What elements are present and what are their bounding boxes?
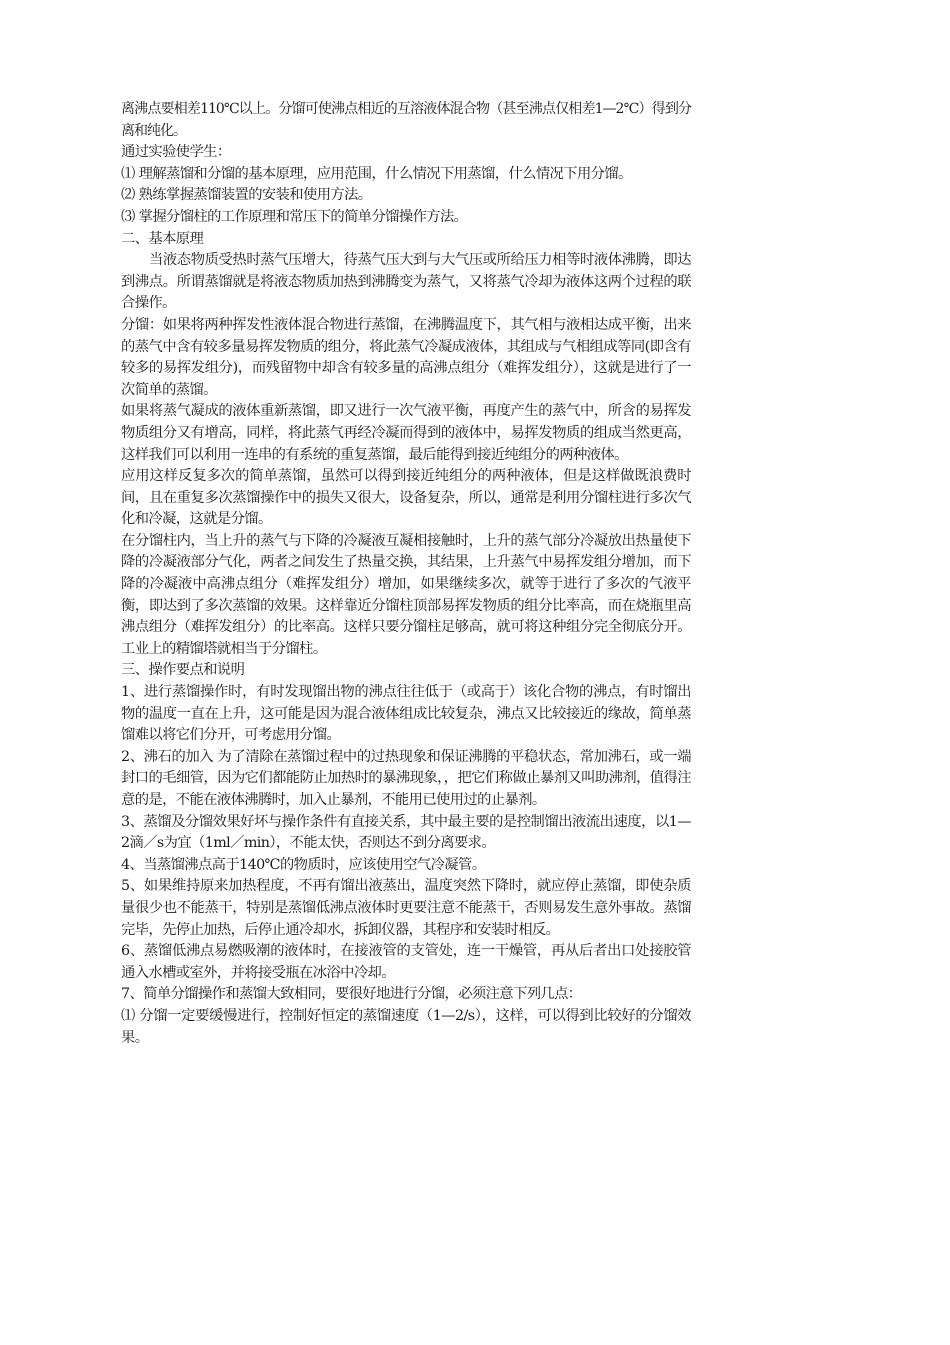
operation-item-4: 4、当蒸馏沸点高于140℃的物质时，应该使用空气冷凝管。	[121, 856, 486, 873]
operation-item-2: 2、沸石的加入 为了清除在蒸馏过程中的过热现象和保证沸腾的平稳状态，常加沸石，或一端封口的毛细管，因为它们都能防止加热时的暴沸现象，，把它们称做止暴剂又叫助沸剂，值得注意的是，不能在液体沸腾时，加入止暴剂，不能用已使用过的止暴剂。	[121, 748, 691, 808]
objectives-title: 通过实验使学生：	[121, 144, 231, 161]
principle-paragraph-1: 当液态物质受热时蒸气压增大，待蒸气压大到与大气压或所给压力相等时液体沸腾，即达到沸点。所谓蒸馏就是将液态物质加热到沸腾变为蒸气，又将蒸气冷却为液体这两个过程的联合操作。	[121, 252, 691, 312]
section-heading-operation: 三、操作要点和说明	[121, 662, 245, 679]
operation-item-3: 3、蒸馏及分馏效果好坏与操作条件有直接关系，其中最主要的是控制馏出液流出速度，以1—2滴／s为宜（1ml／min），不能太快，否则达不到分离要求。	[121, 813, 691, 852]
objective-item-3: ⑶ 掌握分馏柱的工作原理和常压下的简单分馏操作方法。	[121, 208, 468, 225]
operation-item-7: 7、简单分馏操作和蒸馏大致相同，要很好地进行分馏，必须注意下列几点：	[121, 986, 582, 1003]
objective-item-2: ⑵ 熟练掌握蒸馏装置的安装和使用方法。	[121, 187, 372, 204]
principle-paragraph-4: 应用这样反复多次的简单蒸馏，虽然可以得到接近纯组分的两种液体，但是这样做既浪费时间，且在重复多次蒸馏操作中的损失又很大，设备复杂，所以，通常是利用分馏柱进行多次气化和冷凝，这就是分馏。	[121, 468, 691, 528]
principle-paragraph-2: 分馏：如果将两种挥发性液体混合物进行蒸馏，在沸腾温度下，其气相与液相达成平衡，出来的蒸气中含有较多量易挥发物质的组分，将此蒸气冷凝成液体，其组成与气相组成等同(即含有较多的易挥发组分)，而残留物中却含有较多量的高沸点组分（难挥发组分），这就是进行了一次简单的蒸馏。	[121, 316, 691, 398]
operation-item-1: 1、进行蒸馏操作时，有时发现馏出物的沸点往往低于（或高于）该化合物的沸点，有时馏出物的温度一直在上升，这可能是因为混合液体组成比较复杂，沸点又比较接近的缘故，简单蒸馏难以将它们分开，可考虑用分馏。	[121, 684, 691, 744]
principle-paragraph-5: 在分馏柱内，当上升的蒸气与下降的冷凝液互凝相接触时，上升的蒸气部分冷凝放出热量使下降的冷凝液部分气化，两者之间发生了热量交换，其结果，上升蒸气中易挥发组分增加，而下降的冷凝液中高沸点组分（难挥发组分）增加，如果继续多次，就等于进行了多次的气液平衡，即达到了多次蒸馏的效果。这样靠近分馏柱顶部易挥发物质的组分比率高，而在烧瓶里高沸点组分（难挥发组分）的比率高。这样只要分馏柱足够高，就可将这种组分完全彻底分开。工业上的精馏塔就相当于分馏柱。	[121, 532, 691, 657]
principle-paragraph-3: 如果将蒸气凝成的液体重新蒸馏，即又进行一次气液平衡，再度产生的蒸气中，所含的易挥发物质组分又有增高，同样，将此蒸气再经冷凝而得到的液体中，易挥发物质的组成当然更高，这样我们可以利用一连串的有系统的重复蒸馏，最后能得到接近纯组分的两种液体。	[121, 403, 691, 463]
section-heading-principles: 二、基本原理	[121, 230, 204, 247]
operation-item-5: 5、如果维持原来加热程度，不再有馏出液蒸出，温度突然下降时，就应停止蒸馏，即使杂质量很少也不能蒸干，特别是蒸馏低沸点液体时更要注意不能蒸干，否则易发生意外事故。蒸馏完毕，先停止加热，后停止通冷却水，拆卸仪器，其程序和安装时相反。	[121, 878, 691, 938]
intro-paragraph: 离沸点要相差110℃以上。分馏可使沸点相近的互溶液体混合物（甚至沸点仅相差1—2℃）得到分离和纯化。	[121, 101, 691, 139]
document-page	[121, 99, 691, 1049]
operation-subitem-1: ⑴ 分馏一定要缓慢进行，控制好恒定的蒸馏速度（1—2/s），这样，可以得到比较好的分馏效果。	[121, 1007, 691, 1046]
objective-item-1: ⑴ 理解蒸馏和分馏的基本原理，应用范围，什么情况下用蒸馏，什么情况下用分馏。	[121, 165, 632, 182]
operation-item-6: 6、蒸馏低沸点易燃吸潮的液体时，在接液管的支管处，连一干燥管，再从后者出口处接胶管通入水槽或室外，并将接受瓶在冰浴中冷却。	[121, 943, 691, 981]
